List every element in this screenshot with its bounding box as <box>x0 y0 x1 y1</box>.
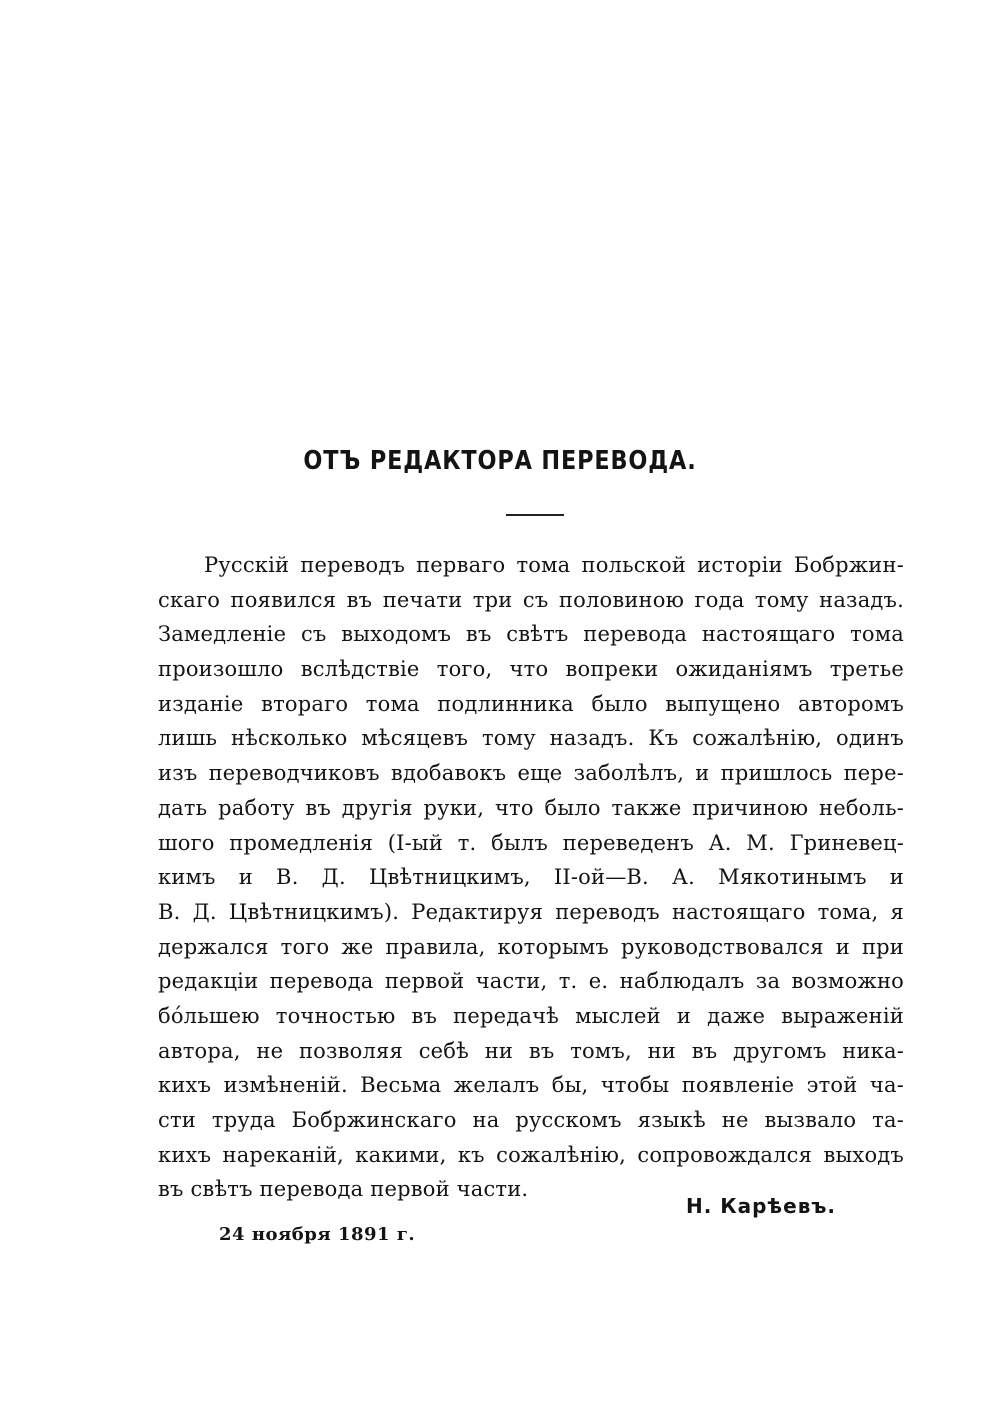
body-line: редакціи перевода первой части, т. е. наблюдалъ за возможно <box>158 969 904 994</box>
body-line: дать работу въ другія руки, что было также причиною неболь- <box>158 795 904 820</box>
body-line: кихъ измѣненій. Весьма желалъ бы, чтобы появленіе этой ча- <box>158 1073 904 1098</box>
date: 24 ноября 1891 г. <box>219 1224 416 1245</box>
body-line: автора, не позволяя себѣ ни въ томъ, ни въ другомъ ника- <box>158 1038 904 1063</box>
body-line: кимъ и В. Д. Цвѣтницкимъ, II-ой—В. А. Мякотинымъ и <box>158 865 904 890</box>
body-line: бо́льшею точностью въ передачѣ мыслей и даже выраженій <box>158 1003 904 1028</box>
body-line: изъ переводчиковъ вдобавокъ еще заболѣлъ, и пришлось пере- <box>158 761 904 786</box>
body-line: держался того же правила, которымъ руководствовался и при <box>158 934 904 959</box>
body-line: лишь нѣсколько мѣсяцевъ тому назадъ. Къ сожалѣнію, одинъ <box>158 726 904 751</box>
body-line: шого промедленія (I-ый т. былъ переведенъ А. М. Гриневец- <box>158 830 904 855</box>
body-line: произошло вслѣдствіе того, что вопреки ожиданіямъ третье <box>158 657 904 682</box>
title-divider <box>506 514 564 516</box>
body-line: Русскій переводъ перваго тома польской исторіи Бобржин- <box>204 553 904 577</box>
body-line: В. Д. Цвѣтницкимъ). Редактируя переводъ настоящаго тома, я <box>158 899 904 924</box>
body-line: сти труда Бобржинскаго на русскомъ языкѣ не вызвало та- <box>158 1108 904 1132</box>
signature: Н. Карѣевъ. <box>685 1194 836 1218</box>
body-line: Замедленіе съ выходомъ въ свѣтъ перевода настоящаго тома <box>158 622 904 647</box>
page-title: ОТЪ РЕДАКТОРА ПЕРЕВОДА. <box>303 446 697 476</box>
body-line: кихъ нареканій, какими, къ сожалѣнію, сопровождался выходъ <box>158 1142 904 1167</box>
body-line: изданіе втораго тома подлинника было выпущено авторомъ <box>158 691 904 716</box>
body-line: въ свѣтъ перевода первой части. <box>158 1177 529 1202</box>
body-line: скаго появился въ печати три съ половиною года тому назадъ. <box>158 587 904 612</box>
body-text <box>158 548 904 1207</box>
